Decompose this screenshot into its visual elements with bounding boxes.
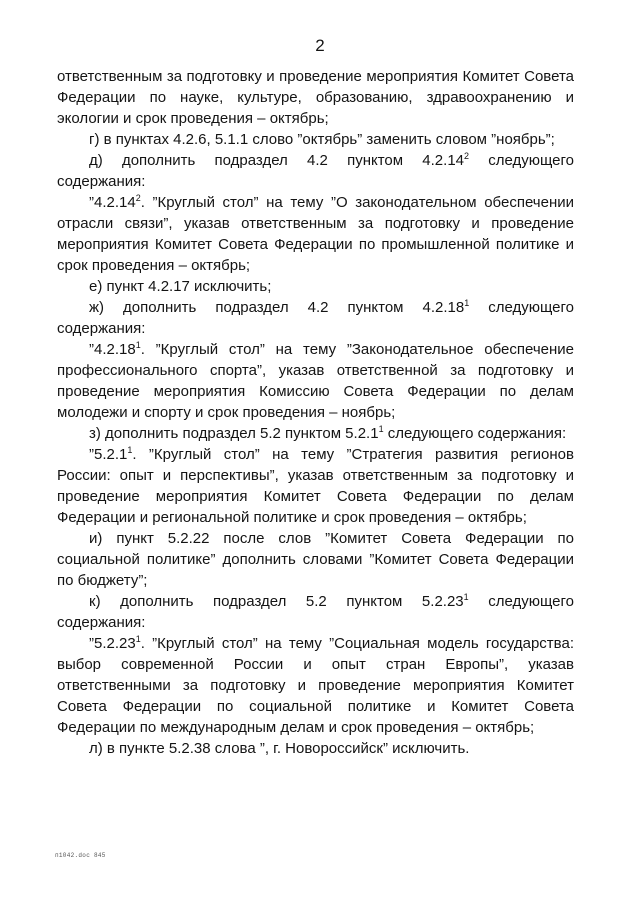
- paragraph-item-g: [57, 129, 574, 150]
- document-body: [57, 66, 574, 759]
- superscript: 1: [135, 340, 141, 350]
- paragraph-item-d: [57, 150, 574, 192]
- footer-file-code: п1042.doc 845: [55, 852, 106, 859]
- superscript: 1: [463, 592, 469, 602]
- superscript: 1: [378, 424, 384, 434]
- text-segment: следующего содержания:: [57, 299, 574, 337]
- paragraph-item-e: [57, 276, 574, 297]
- text-segment: г) в пунктах 4.2.6, 5.1.1 слово ”октябрь” заменить словом ”ноябрь”;: [89, 131, 555, 148]
- text-segment: следующего содержания:: [57, 152, 574, 190]
- paragraph-item-k: [57, 591, 574, 633]
- text-segment: . ”Круглый стол” на тему ”Законодательное обеспечение профессионального спорта”, указав ответственной за подготовку и проведение мероприятия Комиссию Совета Федерации по делам молодежи и спорту и срок проведения – ноябрь;: [57, 341, 574, 421]
- text-segment: и) пункт 5.2.22 после слов ”Комитет Совета Федерации по социальной политике” дополнить словами ”Комитет Совета Федерации по бюджету”;: [57, 530, 574, 589]
- text-segment: ”4.2.14: [89, 194, 136, 211]
- text-segment: з) дополнить подраздел 5.2 пунктом 5.2.1: [89, 425, 379, 442]
- superscript: 1: [464, 298, 470, 308]
- superscript: 2: [135, 193, 141, 203]
- paragraph-quote-5-2-1: [57, 444, 574, 528]
- text-segment: ответственным за подготовку и проведение мероприятия Комитет Совета Федерации по науке, культуре, образованию, здравоохранению и экологии и срок проведения – октябрь;: [57, 68, 574, 127]
- page-number: 2: [315, 36, 325, 55]
- text-segment: ж) дополнить подраздел 4.2 пунктом 4.2.18: [89, 299, 465, 316]
- paragraph-item-i: [57, 528, 574, 591]
- text-segment: д) дополнить подраздел 4.2 пунктом 4.2.14: [89, 152, 464, 169]
- text-segment: к) дополнить подраздел 5.2 пунктом 5.2.23: [89, 593, 464, 610]
- text-segment: л) в пункте 5.2.38 слова ”, г. Новороссийск” исключить.: [89, 740, 470, 757]
- superscript: 1: [127, 445, 133, 455]
- text-segment: следующего содержания:: [383, 425, 567, 442]
- paragraph-item-l: [57, 738, 574, 759]
- superscript: 1: [135, 634, 141, 644]
- paragraph-continuation: [57, 66, 574, 129]
- text-segment: ”4.2.18: [89, 341, 136, 358]
- paragraph-quote-4-2-18: [57, 339, 574, 423]
- text-segment: е) пункт 4.2.17 исключить;: [89, 278, 272, 295]
- text-segment: ”5.2.23: [89, 635, 136, 652]
- superscript: 2: [464, 151, 470, 161]
- text-segment: . ”Круглый стол” на тему ”О законодательном обеспечении отрасли связи”, указав ответственным за подготовку и проведение мероприятия Комитет Совета Федерации по промышленной политике и срок проведения – октябрь;: [57, 194, 574, 274]
- paragraph-item-zh: [57, 297, 574, 339]
- paragraph-quote-4-2-14: [57, 192, 574, 276]
- paragraph-quote-5-2-23: [57, 633, 574, 738]
- text-segment: ”5.2.1: [89, 446, 128, 463]
- text-segment: следующего содержания:: [57, 593, 575, 631]
- paragraph-item-z: [57, 423, 574, 444]
- text-segment: . ”Круглый стол” на тему ”Социальная модель государства: выбор современной России и опыт стран Европы”, указав ответственными за подготовку и проведение мероприятия Комитет Совета Федерации по социальной политике и Комитет Совета Федерации по международным делам и срок проведения – октябрь;: [57, 635, 574, 736]
- text-segment: . ”Круглый стол” на тему ”Стратегия развития регионов России: опыт и перспективы”, указав ответственным за подготовку и проведение мероприятия Комитет Совета Федерации по делам Федерации и региональной политике и срок проведения – октябрь;: [57, 446, 574, 526]
